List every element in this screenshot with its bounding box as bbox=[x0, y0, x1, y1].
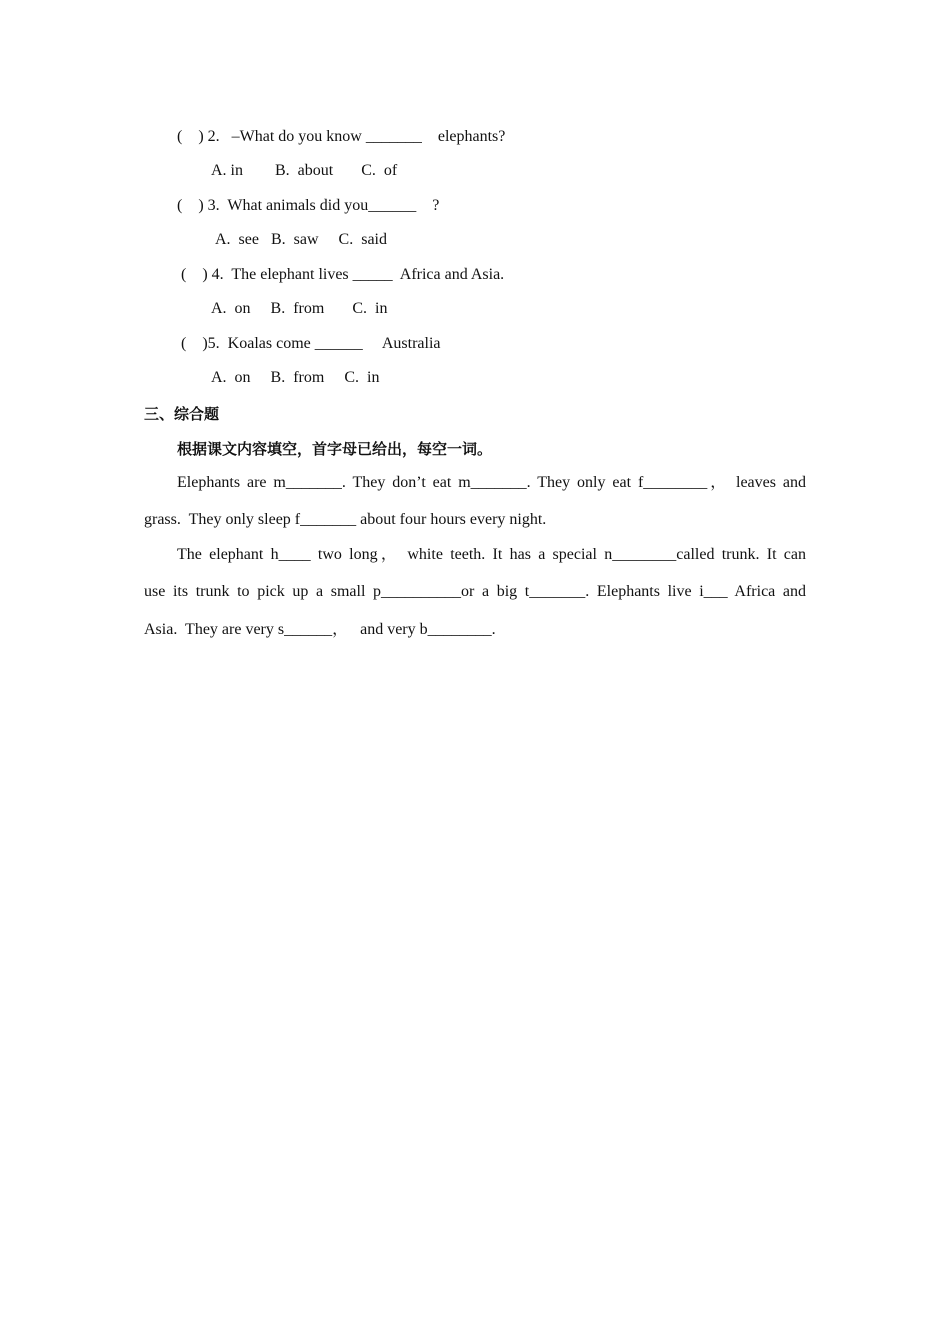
question-5-options: A. on B. from C. in bbox=[211, 369, 380, 386]
section-3-heading: 三、综合题 bbox=[144, 405, 220, 423]
question-4-options: A. on B. from C. in bbox=[211, 300, 388, 317]
passage-2-line-1: The elephant h____ two long， white teeth. It has a special n________called trunk. It can bbox=[177, 546, 806, 563]
question-2-stem: ( ) 2. –What do you know _______ elephants? bbox=[177, 128, 506, 145]
question-3-stem: ( ) 3. What animals did you______ ? bbox=[177, 197, 440, 214]
passage-2-line-3: Asia. They are very s______， and very b________. bbox=[144, 621, 496, 638]
passage-2-line-2: use its trunk to pick up a small p__________or a big t_______. Elephants live i___ Africa and bbox=[144, 583, 806, 600]
passage-1-line-2: grass. They only sleep f_______ about four hours every night. bbox=[144, 511, 547, 528]
section-3-instruction: 根据课文内容填空，首字母已给出，每空一词。 bbox=[177, 440, 493, 458]
question-2-options: A. in B. about C. of bbox=[211, 162, 398, 179]
question-4-stem: ( ) 4. The elephant lives _____ Africa and Asia. bbox=[181, 266, 505, 283]
question-5-stem: ( )5. Koalas come ______ Australia bbox=[181, 335, 441, 352]
question-3-options: A. see B. saw C. said bbox=[215, 231, 387, 248]
passage-1-line-1: Elephants are m_______. They don’t eat m_______. They only eat f________， leaves and bbox=[177, 474, 806, 491]
